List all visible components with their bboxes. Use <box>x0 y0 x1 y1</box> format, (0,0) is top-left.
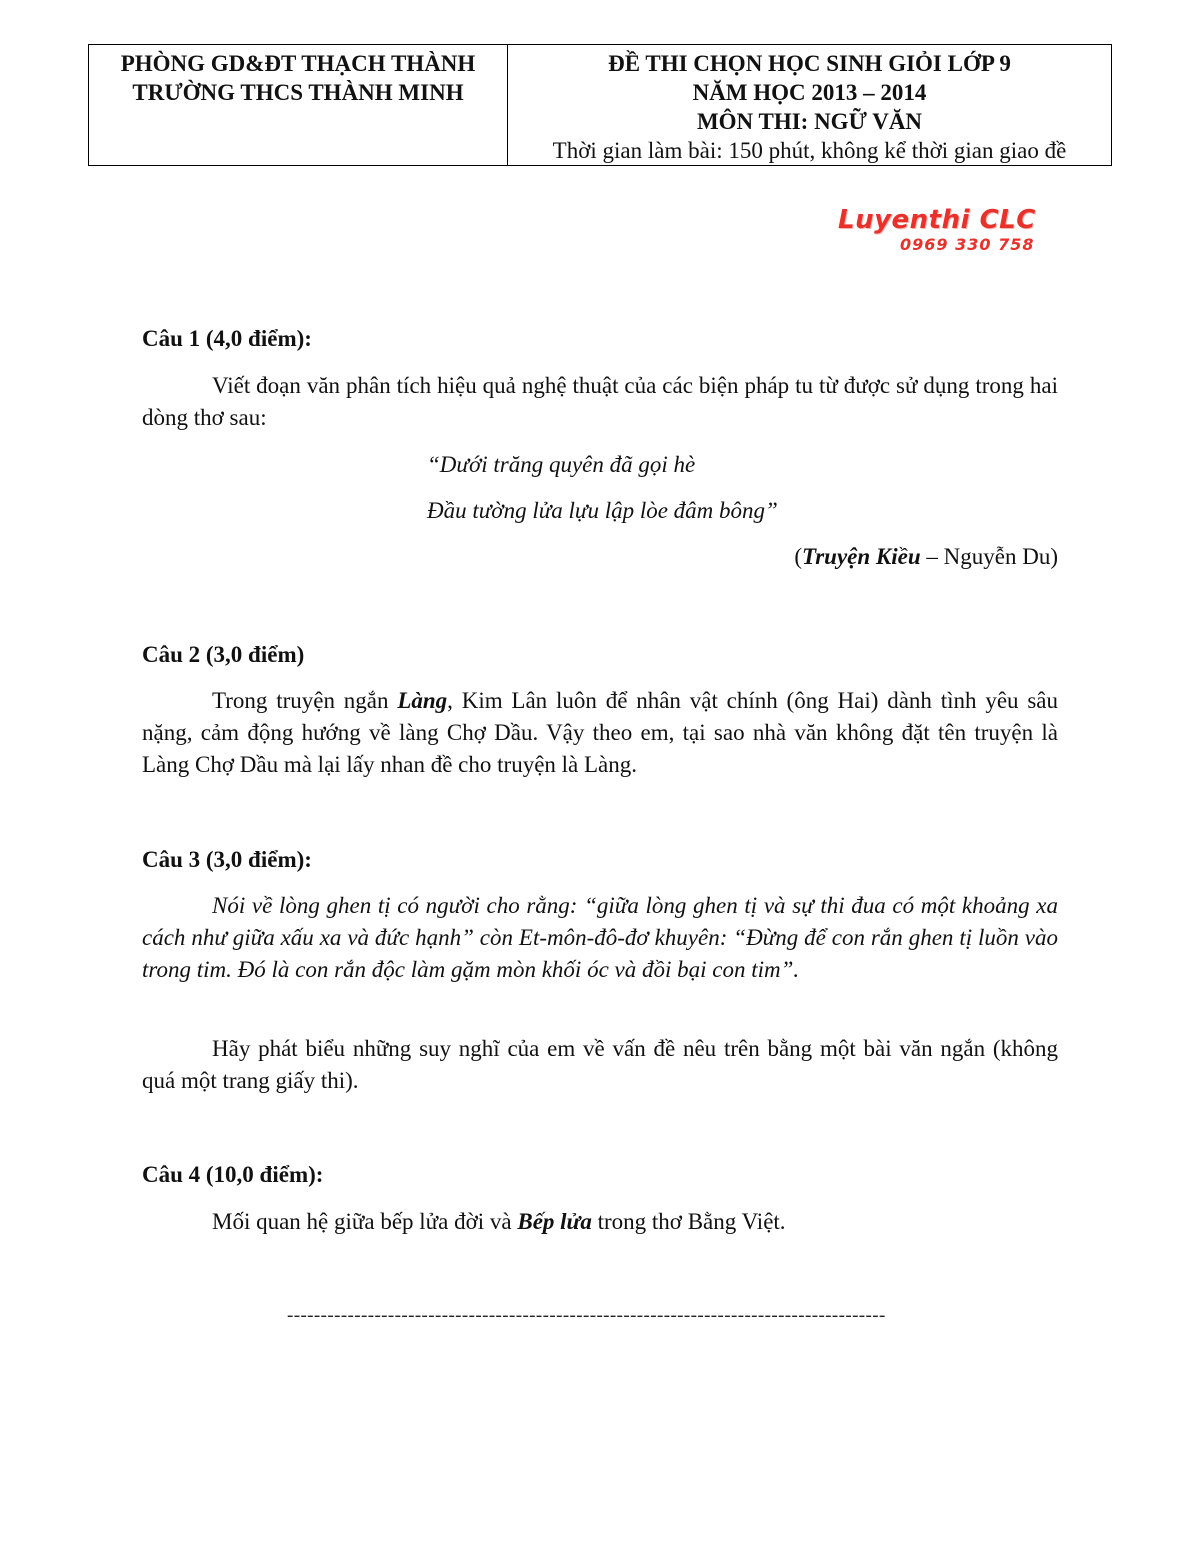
question-3-quote <box>142 890 1058 986</box>
question-2-text-before: Trong truyện ngắn <box>212 688 398 713</box>
question-3-task <box>142 1033 1058 1097</box>
poem-source <box>794 544 1058 570</box>
time-allowed: Thời gian làm bài: 150 phút, không kể thời gian giao đề <box>552 138 1067 163</box>
subject: MÔN THI: NGỮ VĂN <box>696 109 923 134</box>
school-name: TRƯỜNG THCS THÀNH MINH <box>132 80 464 105</box>
header-right-cell <box>508 45 1112 166</box>
header-table <box>88 44 1112 166</box>
question-2-text-after: , Kim Lân luôn để nhân vật chính (ông Hai) dành tình yêu sâu nặng, cảm động hướng về làng Chợ Dầu. Vậy theo em, tại sao nhà văn không đặt tên truyện là Làng Chợ Dầu mà lại lấy nhan đề cho truyện là Làng. <box>142 688 1058 777</box>
question-2-title: Câu 2 (3,0 điểm) <box>142 642 305 667</box>
poem-line-2: Đầu tường lửa lựu lập lòe đâm bông” <box>427 498 778 523</box>
question-1-title: Câu 1 (4,0 điểm): <box>142 326 312 351</box>
watermark-name: Luyenthi CLC <box>838 205 1036 235</box>
watermark-phone: 0969 330 758 <box>900 235 1035 254</box>
question-4-title: Câu 4 (10,0 điểm): <box>142 1162 324 1187</box>
department-name: PHÒNG GD&ĐT THẠCH THÀNH <box>120 51 476 76</box>
poem-line-1: “Dưới trăng quyên đã gọi hè <box>427 452 696 477</box>
question-3-quote-text: Nói về lòng ghen tị có người cho rằng: “giữa lòng ghen tị và sự thi đua có một khoảng xa cách như giữa xấu xa và đức hạnh” còn Et-môn-đô-đơ khuyên: “Đừng để con rắn ghen tị luồn vào trong tim. Đó là con rắn độc làm gặm mòn khối óc và đồi bại con tim”. <box>142 893 1058 982</box>
poem-source-open: ( <box>794 544 803 569</box>
poem-source-author: – Nguyễn Du) <box>920 544 1058 569</box>
question-4-text-after: trong thơ Bằng Việt. <box>591 1209 786 1234</box>
question-3-title: Câu 3 (3,0 điểm): <box>142 847 312 872</box>
question-2-work: Làng <box>397 688 448 713</box>
exam-title: ĐỀ THI CHỌN HỌC SINH GIỎI LỚP 9 <box>608 51 1011 76</box>
watermark-logo <box>838 205 1063 260</box>
question-2-text <box>142 685 1058 781</box>
question-4-text <box>142 1206 1058 1238</box>
question-4-text-before: Mối quan hệ giữa bếp lửa đời và <box>212 1209 518 1234</box>
question-3-task-text: Hãy phát biểu những suy nghĩ của em về vấn đề nêu trên bằng một bài văn ngắn (không quá một trang giấy thi). <box>142 1036 1058 1093</box>
question-1-prompt <box>142 370 1058 434</box>
school-year: NĂM HỌC 2013 – 2014 <box>692 80 927 105</box>
question-1-prompt-text: Viết đoạn văn phân tích hiệu quả nghệ thuật của các biện pháp tu từ được sử dụng trong hai dòng thơ sau: <box>142 373 1058 430</box>
header-left-cell <box>89 45 508 166</box>
question-4-work: Bếp lửa <box>517 1209 592 1234</box>
poem-source-work: Truyện Kiều <box>802 544 921 569</box>
end-divider: ----------------------------------------------------------------------------------------- <box>287 1305 886 1326</box>
